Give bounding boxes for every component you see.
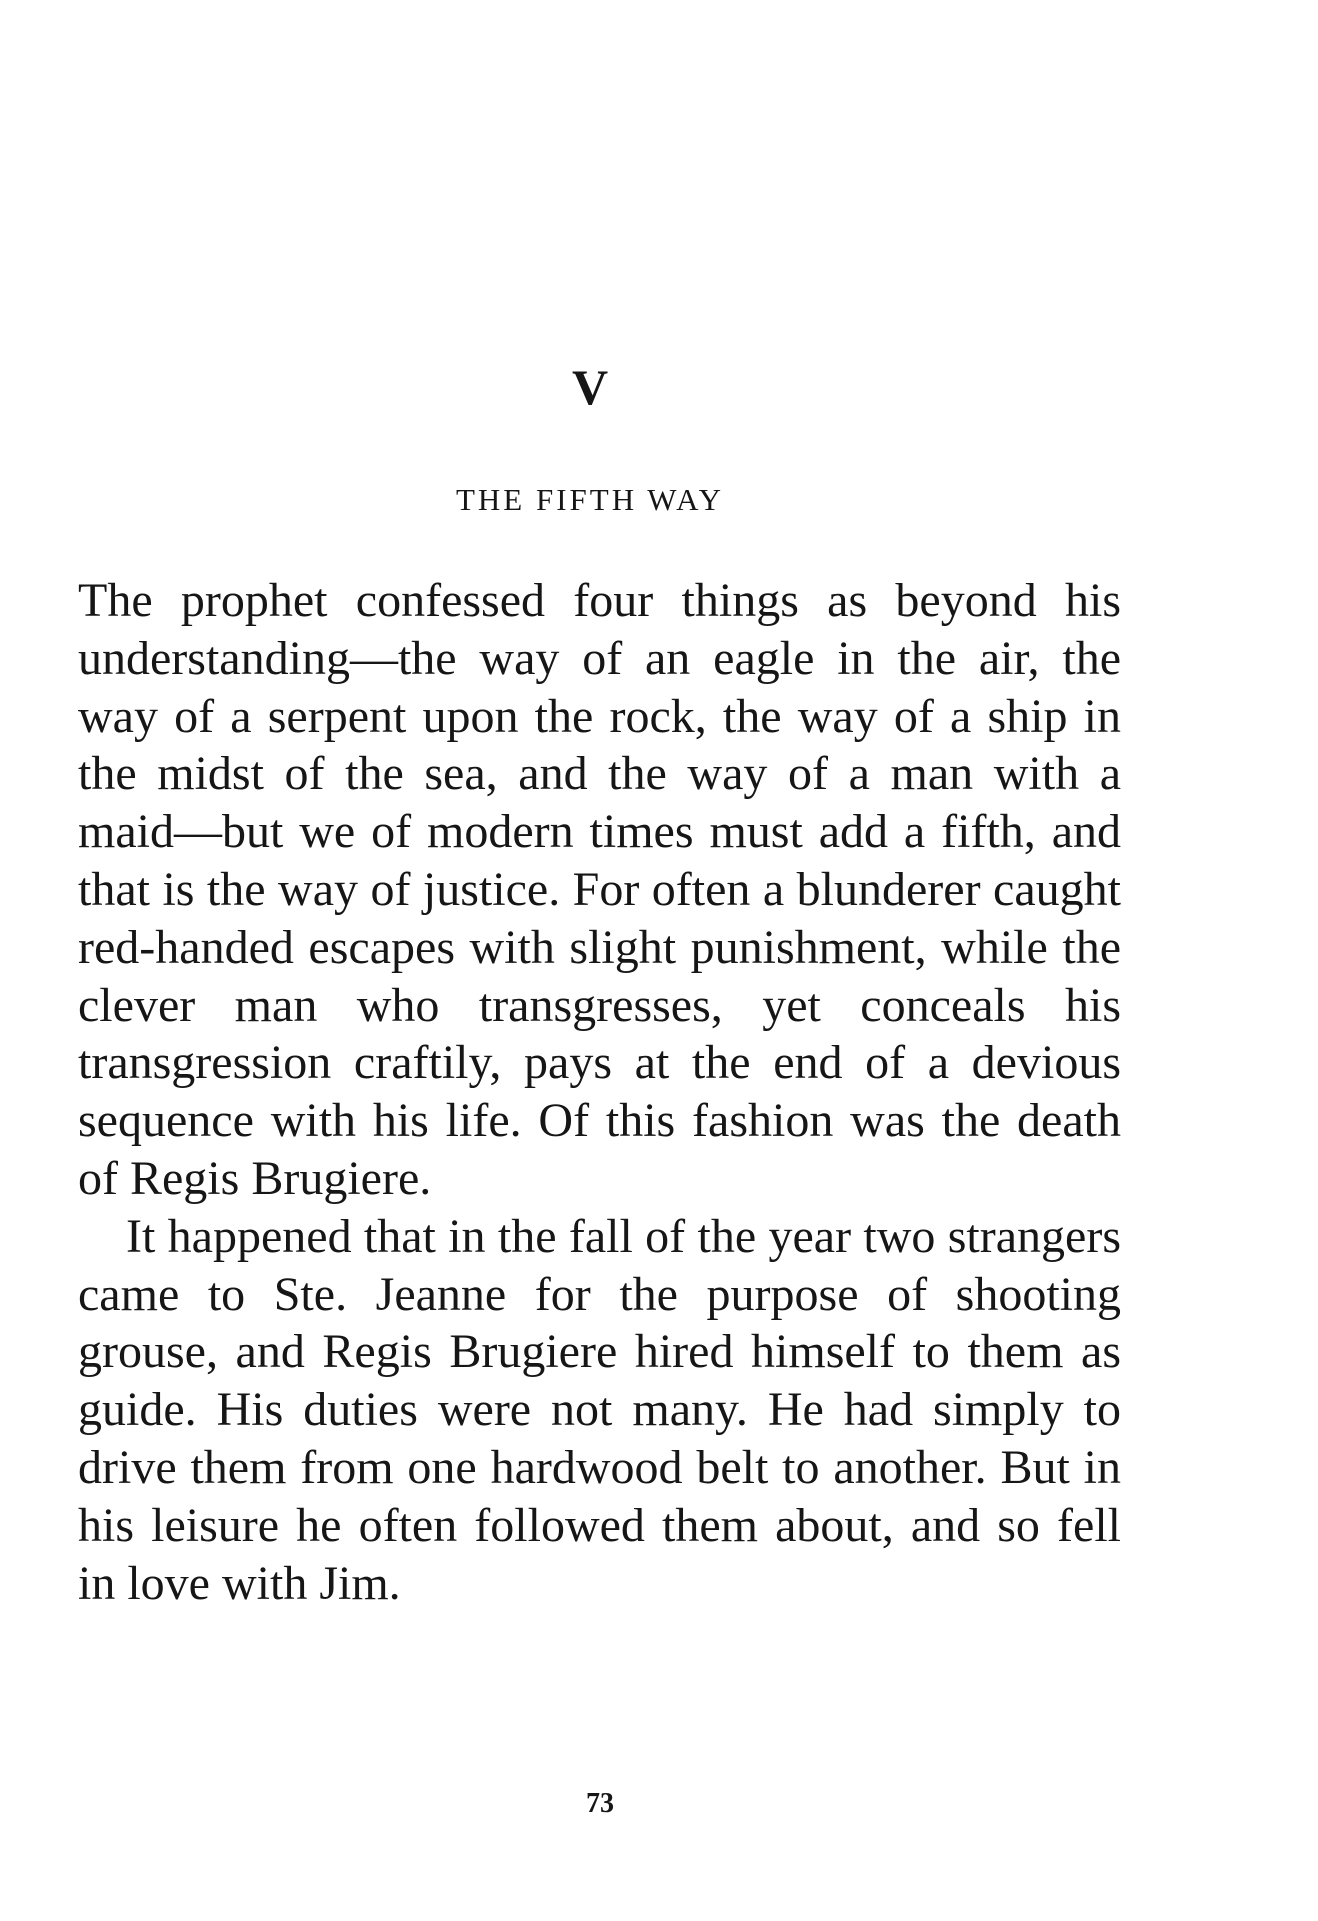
chapter-number: V bbox=[571, 359, 609, 415]
body-text bbox=[78, 572, 1121, 1612]
page-number: 73 bbox=[586, 1788, 614, 1819]
paragraph-2: It happened that in the fall of the year two strangers came to Ste. Jeanne for the purpose of shooting grouse, and Regis Brugiere hired himself to them as guide. His duties were not many. He had simply to drive them from one hardwood belt to another. But in his leisure he often followed them about, and so fell in love with Jim. bbox=[78, 1209, 1121, 1610]
chapter-title: THE FIFTH WAY bbox=[455, 482, 725, 517]
paragraph-1: The prophet confessed four things as beyond his understanding—the way of an eagle in the air, the way of a serpent upon the rock, the way of a ship in the midst of the sea, and the way of a man with a maid—but we of modern times must add a fifth, and that is the way of justice. For often a blunderer caught red-handed escapes with slight punishment, while the clever man who transgresses, yet conceals his transgression craftily, pays at the end of a devious sequence with his life. Of this fashion was the death of Regis Brugiere. bbox=[78, 574, 1121, 1205]
